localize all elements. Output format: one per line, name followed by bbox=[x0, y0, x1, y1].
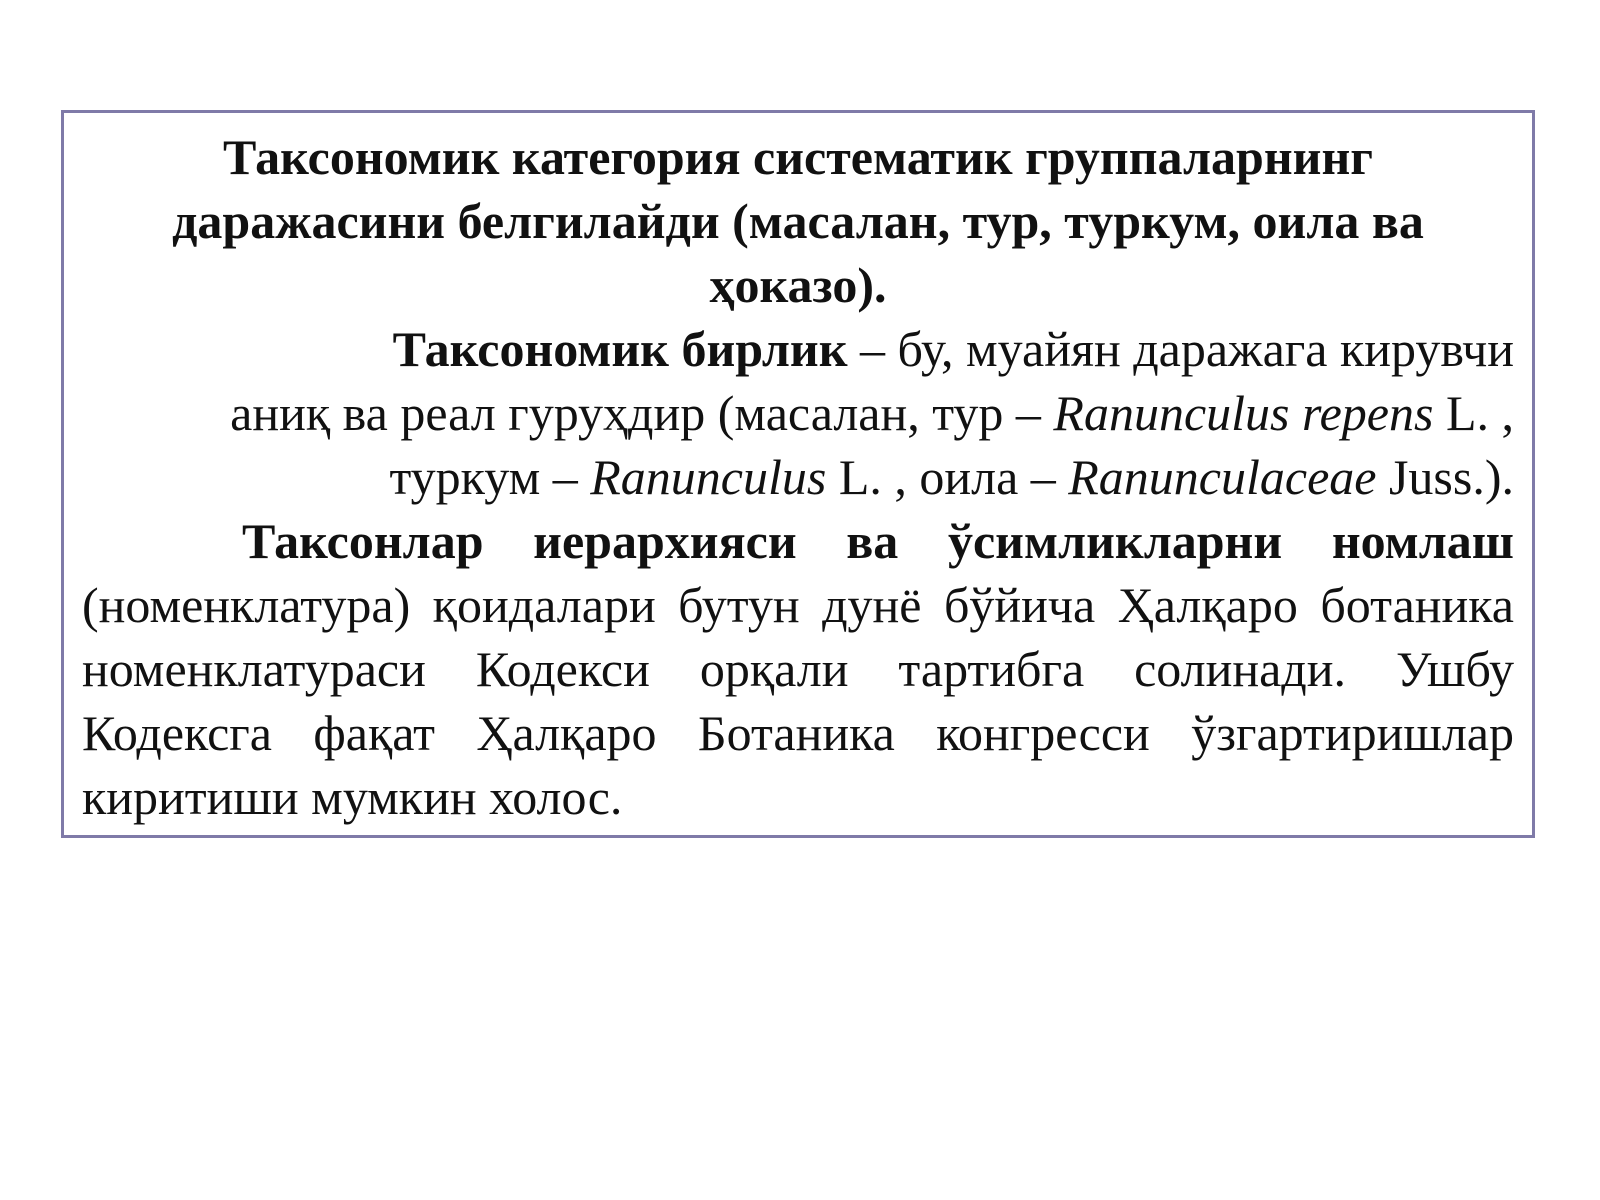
example-intro-text: аниқ ва реал гуруҳдир (масалан, тур – bbox=[230, 385, 1054, 441]
species-author: L. , bbox=[1433, 385, 1514, 441]
taxonomic-unit-definition: – бу, муайян даражага кирувчи bbox=[847, 321, 1514, 377]
slide-heading: Таксономик категория систематик группаларнинг даражасини белгилайди (масалан, тур, туркум, оила ва ҳоказо). bbox=[172, 129, 1424, 313]
taxonomic-unit-paragraph bbox=[82, 317, 1514, 509]
genus-label: туркум – bbox=[389, 449, 591, 505]
nomenclature-text: (номенклатура) қоидалари бутун дунё бўйича Ҳалқаро ботаника номенклатураси Кодекси орқали тартибга солинади. Ушбу Кодексга фақат Ҳалқаро Ботаника конгресси ўзгартиришлар киритиши мумкин холос. bbox=[82, 577, 1514, 825]
taxonomic-unit-term: Таксономик бирлик bbox=[392, 321, 848, 377]
family-name: Ranunculaceae bbox=[1068, 449, 1377, 505]
genus-name: Ranunculus bbox=[590, 449, 827, 505]
family-label: L. , оила – bbox=[826, 449, 1069, 505]
nomenclature-term: Таксонлар иерархияси ва ўсимликларни номлаш bbox=[242, 513, 1514, 569]
species-name: Ranunculus repens bbox=[1053, 385, 1434, 441]
text-box bbox=[61, 110, 1535, 838]
nomenclature-paragraph bbox=[82, 509, 1514, 829]
family-author: Juss.). bbox=[1376, 449, 1514, 505]
